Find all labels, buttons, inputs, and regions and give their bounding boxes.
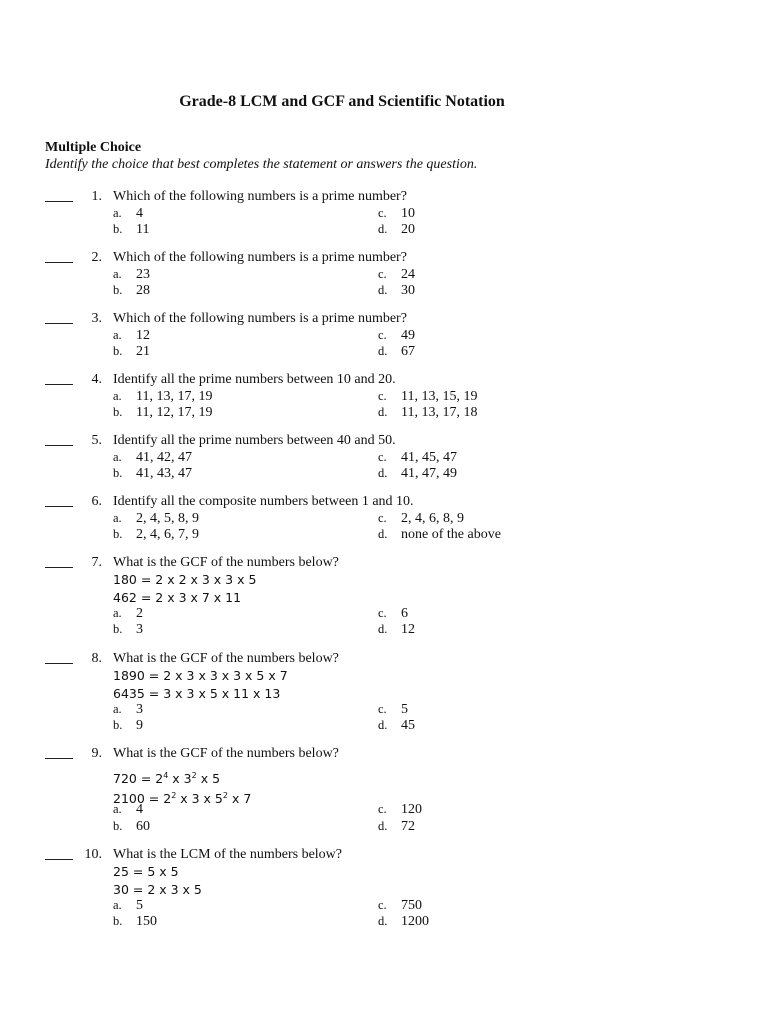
choice-letter: b. xyxy=(113,527,123,541)
choice-b xyxy=(113,621,143,638)
choice-text: 120 xyxy=(401,802,422,817)
math-text: 2100 = 2 xyxy=(113,791,172,807)
choice-letter: a. xyxy=(113,450,122,464)
question-stem: Which of the following numbers is a prime number? xyxy=(113,189,407,204)
question-stem: Which of the following numbers is a prime number? xyxy=(113,311,407,326)
answer-blank[interactable] xyxy=(45,554,73,568)
choice-a xyxy=(113,449,192,466)
question-number: 10. xyxy=(84,847,102,862)
choice-c xyxy=(378,801,422,818)
choice-letter: c. xyxy=(378,898,387,912)
choice-letter: d. xyxy=(378,527,388,541)
answer-blank[interactable] xyxy=(45,745,73,759)
choice-text: 4 xyxy=(136,802,143,817)
question-number: 5. xyxy=(91,433,102,448)
section-heading: Multiple Choice xyxy=(45,140,142,155)
choice-text: 1200 xyxy=(401,914,429,929)
page-title: Grade-8 LCM and GCF and Scientific Notation xyxy=(179,93,505,110)
choice-letter: b. xyxy=(113,819,123,833)
choice-a xyxy=(113,510,199,527)
choice-c xyxy=(378,605,408,622)
question-stem: Identify all the composite numbers between 1 and 10. xyxy=(113,494,414,509)
choice-text: 45 xyxy=(401,718,415,733)
choice-letter: b. xyxy=(113,718,123,732)
choice-text: 11 xyxy=(136,222,150,237)
choice-d xyxy=(378,621,415,638)
exponent: 4 xyxy=(163,771,169,780)
question-number: 3. xyxy=(91,311,102,326)
choice-letter: b. xyxy=(113,466,123,480)
choice-text: 11, 13, 17, 19 xyxy=(136,389,213,404)
choice-c xyxy=(378,327,415,344)
choice-letter: c. xyxy=(378,267,387,281)
choice-text: 41, 47, 49 xyxy=(401,466,457,481)
choice-text: 2 xyxy=(136,606,143,621)
section-instructions: Identify the choice that best completes the statement or answers the question. xyxy=(45,157,478,172)
answer-blank[interactable] xyxy=(45,493,73,507)
choice-a xyxy=(113,701,143,718)
choice-text: 750 xyxy=(401,898,422,913)
choice-letter: b. xyxy=(113,405,123,419)
choice-text: 21 xyxy=(136,344,150,359)
question-number: 1. xyxy=(91,189,102,204)
answer-blank[interactable] xyxy=(45,249,73,263)
answer-blank[interactable] xyxy=(45,650,73,664)
choice-c xyxy=(378,897,422,914)
choice-letter: a. xyxy=(113,898,122,912)
choice-letter: d. xyxy=(378,622,388,636)
factorization-line xyxy=(113,767,220,787)
question-number: 6. xyxy=(91,494,102,509)
question-number: 9. xyxy=(91,746,102,761)
exponent: 2 xyxy=(171,791,177,800)
choice-text: 20 xyxy=(401,222,415,237)
choice-letter: a. xyxy=(113,606,122,620)
exponent: 2 xyxy=(191,771,197,780)
choice-c xyxy=(378,510,464,527)
choice-d xyxy=(378,526,501,543)
section-header xyxy=(45,139,477,173)
choice-a xyxy=(113,801,143,818)
choice-text: 10 xyxy=(401,206,415,221)
factorization-line: 462 = 2 x 3 x 7 x 11 xyxy=(113,590,242,605)
choice-text: 72 xyxy=(401,819,415,834)
factorization-line: 6435 = 3 x 3 x 5 x 11 x 13 xyxy=(113,686,281,701)
choice-letter: d. xyxy=(378,405,388,419)
choice-b xyxy=(113,465,192,482)
choice-d xyxy=(378,221,415,238)
factorization-line: 1890 = 2 x 3 x 3 x 3 x 5 x 7 xyxy=(113,668,288,683)
choice-text: 11, 13, 15, 19 xyxy=(401,389,478,404)
choice-text: 4 xyxy=(136,206,143,221)
choice-letter: a. xyxy=(113,206,122,220)
choice-text: 2, 4, 5, 8, 9 xyxy=(136,511,199,526)
math-text: x 7 xyxy=(227,791,252,807)
choice-letter: c. xyxy=(378,450,387,464)
choice-b xyxy=(113,717,143,734)
question-stem: What is the GCF of the numbers below? xyxy=(113,555,339,570)
choice-c xyxy=(378,388,477,405)
choice-letter: a. xyxy=(113,702,122,716)
choice-text: 12 xyxy=(136,328,150,343)
choice-d xyxy=(378,717,415,734)
choice-d xyxy=(378,913,429,930)
choice-letter: b. xyxy=(113,344,123,358)
choice-letter: c. xyxy=(378,511,387,525)
choice-a xyxy=(113,205,143,222)
choice-b xyxy=(113,404,212,421)
choice-letter: a. xyxy=(113,802,122,816)
choice-text: 2, 4, 6, 7, 9 xyxy=(136,527,199,542)
choice-b xyxy=(113,221,149,238)
choice-b xyxy=(113,343,150,360)
choice-c xyxy=(378,205,415,222)
choice-a xyxy=(113,388,212,405)
question-number: 2. xyxy=(91,250,102,265)
choice-text: 49 xyxy=(401,328,415,343)
question-number: 4. xyxy=(91,372,102,387)
choice-c xyxy=(378,266,415,283)
choice-letter: d. xyxy=(378,819,388,833)
choice-text: 41, 43, 47 xyxy=(136,466,192,481)
choice-d xyxy=(378,343,415,360)
question-number: 7. xyxy=(91,555,102,570)
choice-letter: b. xyxy=(113,283,123,297)
choice-letter: d. xyxy=(378,718,388,732)
math-text: x 5 xyxy=(196,771,221,787)
choice-b xyxy=(113,282,150,299)
choice-text: 150 xyxy=(136,914,157,929)
choice-text: 41, 42, 47 xyxy=(136,450,192,465)
choice-letter: c. xyxy=(378,802,387,816)
choice-letter: c. xyxy=(378,206,387,220)
factorization-line: 30 = 2 x 3 x 5 xyxy=(113,882,202,897)
choice-text: 11, 12, 17, 19 xyxy=(136,405,213,420)
choice-a xyxy=(113,897,143,914)
choice-a xyxy=(113,327,150,344)
math-text: 720 = 2 xyxy=(113,771,164,787)
choice-text: 24 xyxy=(401,267,415,282)
choice-d xyxy=(378,404,477,421)
choice-text: 60 xyxy=(136,819,150,834)
choice-d xyxy=(378,465,457,482)
question-stem: What is the GCF of the numbers below? xyxy=(113,746,339,761)
choice-letter: d. xyxy=(378,344,388,358)
choice-b xyxy=(113,526,199,543)
choice-c xyxy=(378,449,457,466)
choice-a xyxy=(113,605,143,622)
choice-letter: c. xyxy=(378,702,387,716)
choice-text: none of the above xyxy=(401,527,501,542)
choice-letter: b. xyxy=(113,914,123,928)
choice-text: 67 xyxy=(401,344,415,359)
choice-d xyxy=(378,282,415,299)
choice-b xyxy=(113,913,157,930)
choice-letter: a. xyxy=(113,267,122,281)
choice-letter: d. xyxy=(378,914,388,928)
choice-text: 41, 45, 47 xyxy=(401,450,457,465)
answer-blank[interactable] xyxy=(45,371,73,385)
choice-letter: c. xyxy=(378,606,387,620)
choice-letter: a. xyxy=(113,511,122,525)
choice-text: 30 xyxy=(401,283,415,298)
choice-text: 6 xyxy=(401,606,408,621)
answer-blank[interactable] xyxy=(45,310,73,324)
choice-letter: d. xyxy=(378,222,388,236)
answer-blank[interactable] xyxy=(45,188,73,202)
choice-c xyxy=(378,701,408,718)
choice-text: 5 xyxy=(136,898,143,913)
question-stem: Identify all the prime numbers between 10 and 20. xyxy=(113,372,396,387)
answer-blank[interactable] xyxy=(45,846,73,860)
choice-text: 5 xyxy=(401,702,408,717)
factorization-line: 25 = 5 x 5 xyxy=(113,864,179,879)
choice-b xyxy=(113,818,150,835)
choice-text: 3 xyxy=(136,702,143,717)
question-stem: What is the GCF of the numbers below? xyxy=(113,651,339,666)
choice-letter: d. xyxy=(378,466,388,480)
choice-letter: d. xyxy=(378,283,388,297)
choice-text: 9 xyxy=(136,718,143,733)
exponent: 2 xyxy=(222,791,228,800)
answer-blank[interactable] xyxy=(45,432,73,446)
choice-letter: a. xyxy=(113,328,122,342)
math-text: x 3 x 5 xyxy=(176,791,223,807)
choice-letter: b. xyxy=(113,622,123,636)
choice-letter: c. xyxy=(378,328,387,342)
choice-letter: b. xyxy=(113,222,123,236)
choice-text: 28 xyxy=(136,283,150,298)
factorization-line: 180 = 2 x 2 x 3 x 3 x 5 xyxy=(113,572,257,587)
choice-text: 12 xyxy=(401,622,415,637)
math-text: x 3 xyxy=(168,771,192,787)
question-stem: Which of the following numbers is a prime number? xyxy=(113,250,407,265)
choice-a xyxy=(113,266,150,283)
question-number: 8. xyxy=(91,651,102,666)
choice-text: 3 xyxy=(136,622,143,637)
question-stem: Identify all the prime numbers between 40 and 50. xyxy=(113,433,396,448)
choice-text: 23 xyxy=(136,267,150,282)
choice-text: 11, 13, 17, 18 xyxy=(401,405,478,420)
choice-letter: c. xyxy=(378,389,387,403)
choice-d xyxy=(378,818,415,835)
choice-letter: a. xyxy=(113,389,122,403)
choice-text: 2, 4, 6, 8, 9 xyxy=(401,511,464,526)
question-stem: What is the LCM of the numbers below? xyxy=(113,847,343,862)
